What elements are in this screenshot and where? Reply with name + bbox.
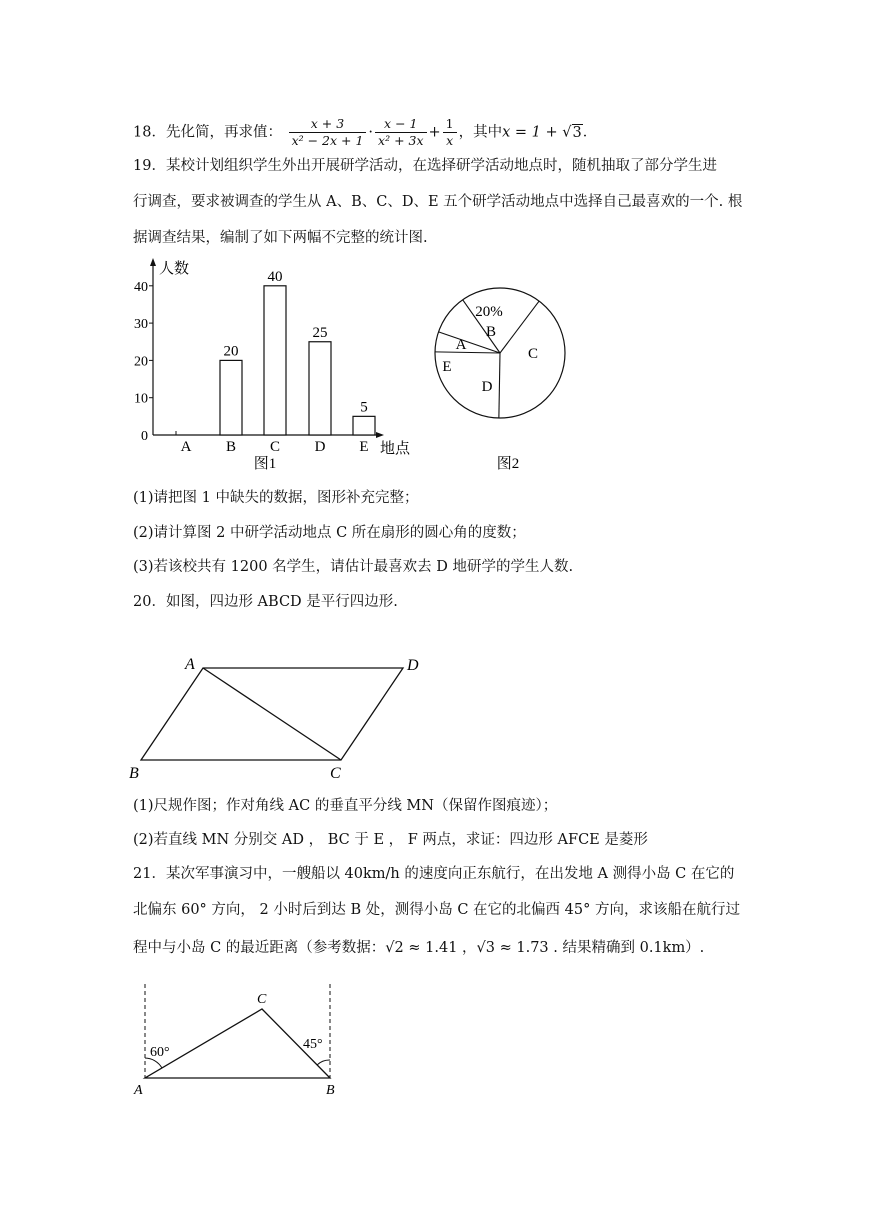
y-tick-label: 0 (141, 429, 148, 444)
bar-value-label: 20 (223, 343, 239, 360)
angle-arc-b (317, 1060, 330, 1065)
bar (220, 360, 242, 435)
x-tick-label: E (359, 439, 369, 455)
q20-line: 20．如图，四边形 ABCD 是平行四边形. (133, 594, 398, 610)
pie-percent-label: 20% (475, 304, 503, 320)
bar-value-label: 40 (267, 268, 283, 285)
q18-fraction-1: $\frac{x + 3}{\text{x² − 2x + 1}}$ (289, 116, 367, 149)
q19-sub-3: (3)若该校共有 1200 名学生，请估计最喜欢去 D 地研学的学生人数. (133, 559, 574, 575)
q18-condition: x = 1 + (502, 124, 563, 141)
label-b: B (326, 1083, 335, 1098)
angle-b-label: 45° (303, 1037, 323, 1052)
y-tick-label: 40 (134, 279, 148, 295)
q20-sub-2: (2)若直线 MN 分别交 AD ， BC 于 E ， F 两点，求证：四边形 AFCE 是菱形 (133, 832, 648, 848)
y-tick-label: 30 (134, 317, 148, 333)
q21-line-2: 北偏东 60° 方向， 2 小时后到达 B 处，测得小岛 C 在它的北偏西 45° 方向，求该船在航行过 (133, 902, 740, 918)
label-d: D (407, 657, 419, 674)
bar (309, 342, 331, 435)
q21-line-1: 21．某次军事演习中，一艘船以 40km/h 的速度向正东航行，在出发地 A 测得小岛 C 在它的 (133, 866, 735, 882)
q18-fraction-2: $\frac{x - 1}{\text{x² + 3x}}$ (375, 116, 426, 149)
angle-a-label: 60° (150, 1045, 170, 1060)
x-tick-label: A (180, 439, 192, 455)
label-a: A (185, 656, 195, 673)
y-tick-label: 20 (134, 354, 148, 370)
figure-2-pie-chart (425, 258, 570, 473)
x-tick-label: D (314, 439, 326, 455)
x-tick-label: B (225, 439, 237, 455)
x-axis-label: 地点 (380, 441, 411, 457)
diagonal-ac (203, 668, 341, 760)
label-c: C (330, 765, 341, 782)
q19-line-1: 19．某校计划组织学生外出开展研学活动，在选择研学活动地点时，随机抽取了部分学生进 (133, 158, 717, 174)
pie-slice-label: E (442, 359, 452, 375)
bar-value-label: 5 (360, 399, 368, 416)
pie-slice-label: A (455, 337, 467, 353)
figure-1-bar-chart (133, 258, 433, 473)
q19-line-2: 行调查，要求被调查的学生从 A、B、C、D、E 五个研学活动地点中选择自己最喜欢的一个. 根 (133, 194, 743, 210)
y-tick-label: 10 (134, 391, 148, 407)
q19-line-3: 据调查结果，编制了如下两幅不完整的统计图. (133, 230, 428, 246)
pie-slice-label: D (481, 379, 493, 395)
bar (353, 416, 375, 435)
q19-sub-2: (2)请计算图 2 中研学活动地点 C 所在扇形的圆心角的度数； (133, 525, 526, 541)
q19-sub-1: (1)请把图 1 中缺失的数据，图形补充完整； (133, 490, 419, 506)
label-c: C (257, 992, 267, 1007)
pie-slice-label: B (485, 324, 497, 340)
label-a: A (134, 1083, 143, 1098)
bar (264, 286, 286, 435)
x-tick-label: C (269, 439, 281, 455)
pie-slice-label: C (527, 346, 539, 362)
q18-line: 18．先化简，再求值： $\frac{x + 3}{\text{x² − 2x + 1}}$ · $\frac{x - 1}{\text{x² + 3x}}$ + $\frac{1}{x}$ ，其中x = 1 + √3． (133, 116, 598, 148)
parallelogram-figure (125, 650, 435, 785)
figure-2-caption: 图2 (496, 456, 520, 472)
bar-value-label: 25 (312, 324, 328, 341)
triangle-figure (130, 980, 350, 1100)
q18-prefix: 18．先化简，再求值： (133, 124, 282, 141)
q20-sub-1: (1)尺规作图；作对角线 AC 的垂直平分线 MN（保留作图痕迹）； (133, 798, 558, 814)
q18-fraction-3: $\frac{1}{x}$ (443, 116, 457, 149)
y-axis-label: 人数 (159, 261, 190, 277)
figure-1-caption: 图1 (253, 456, 277, 472)
q21-line-3: 程中与小岛 C 的最近距离（参考数据：√2 ≈ 1.41 ，√3 ≈ 1.73 . 结果精确到 0.1km）. (133, 940, 705, 956)
label-b: B (129, 765, 139, 782)
